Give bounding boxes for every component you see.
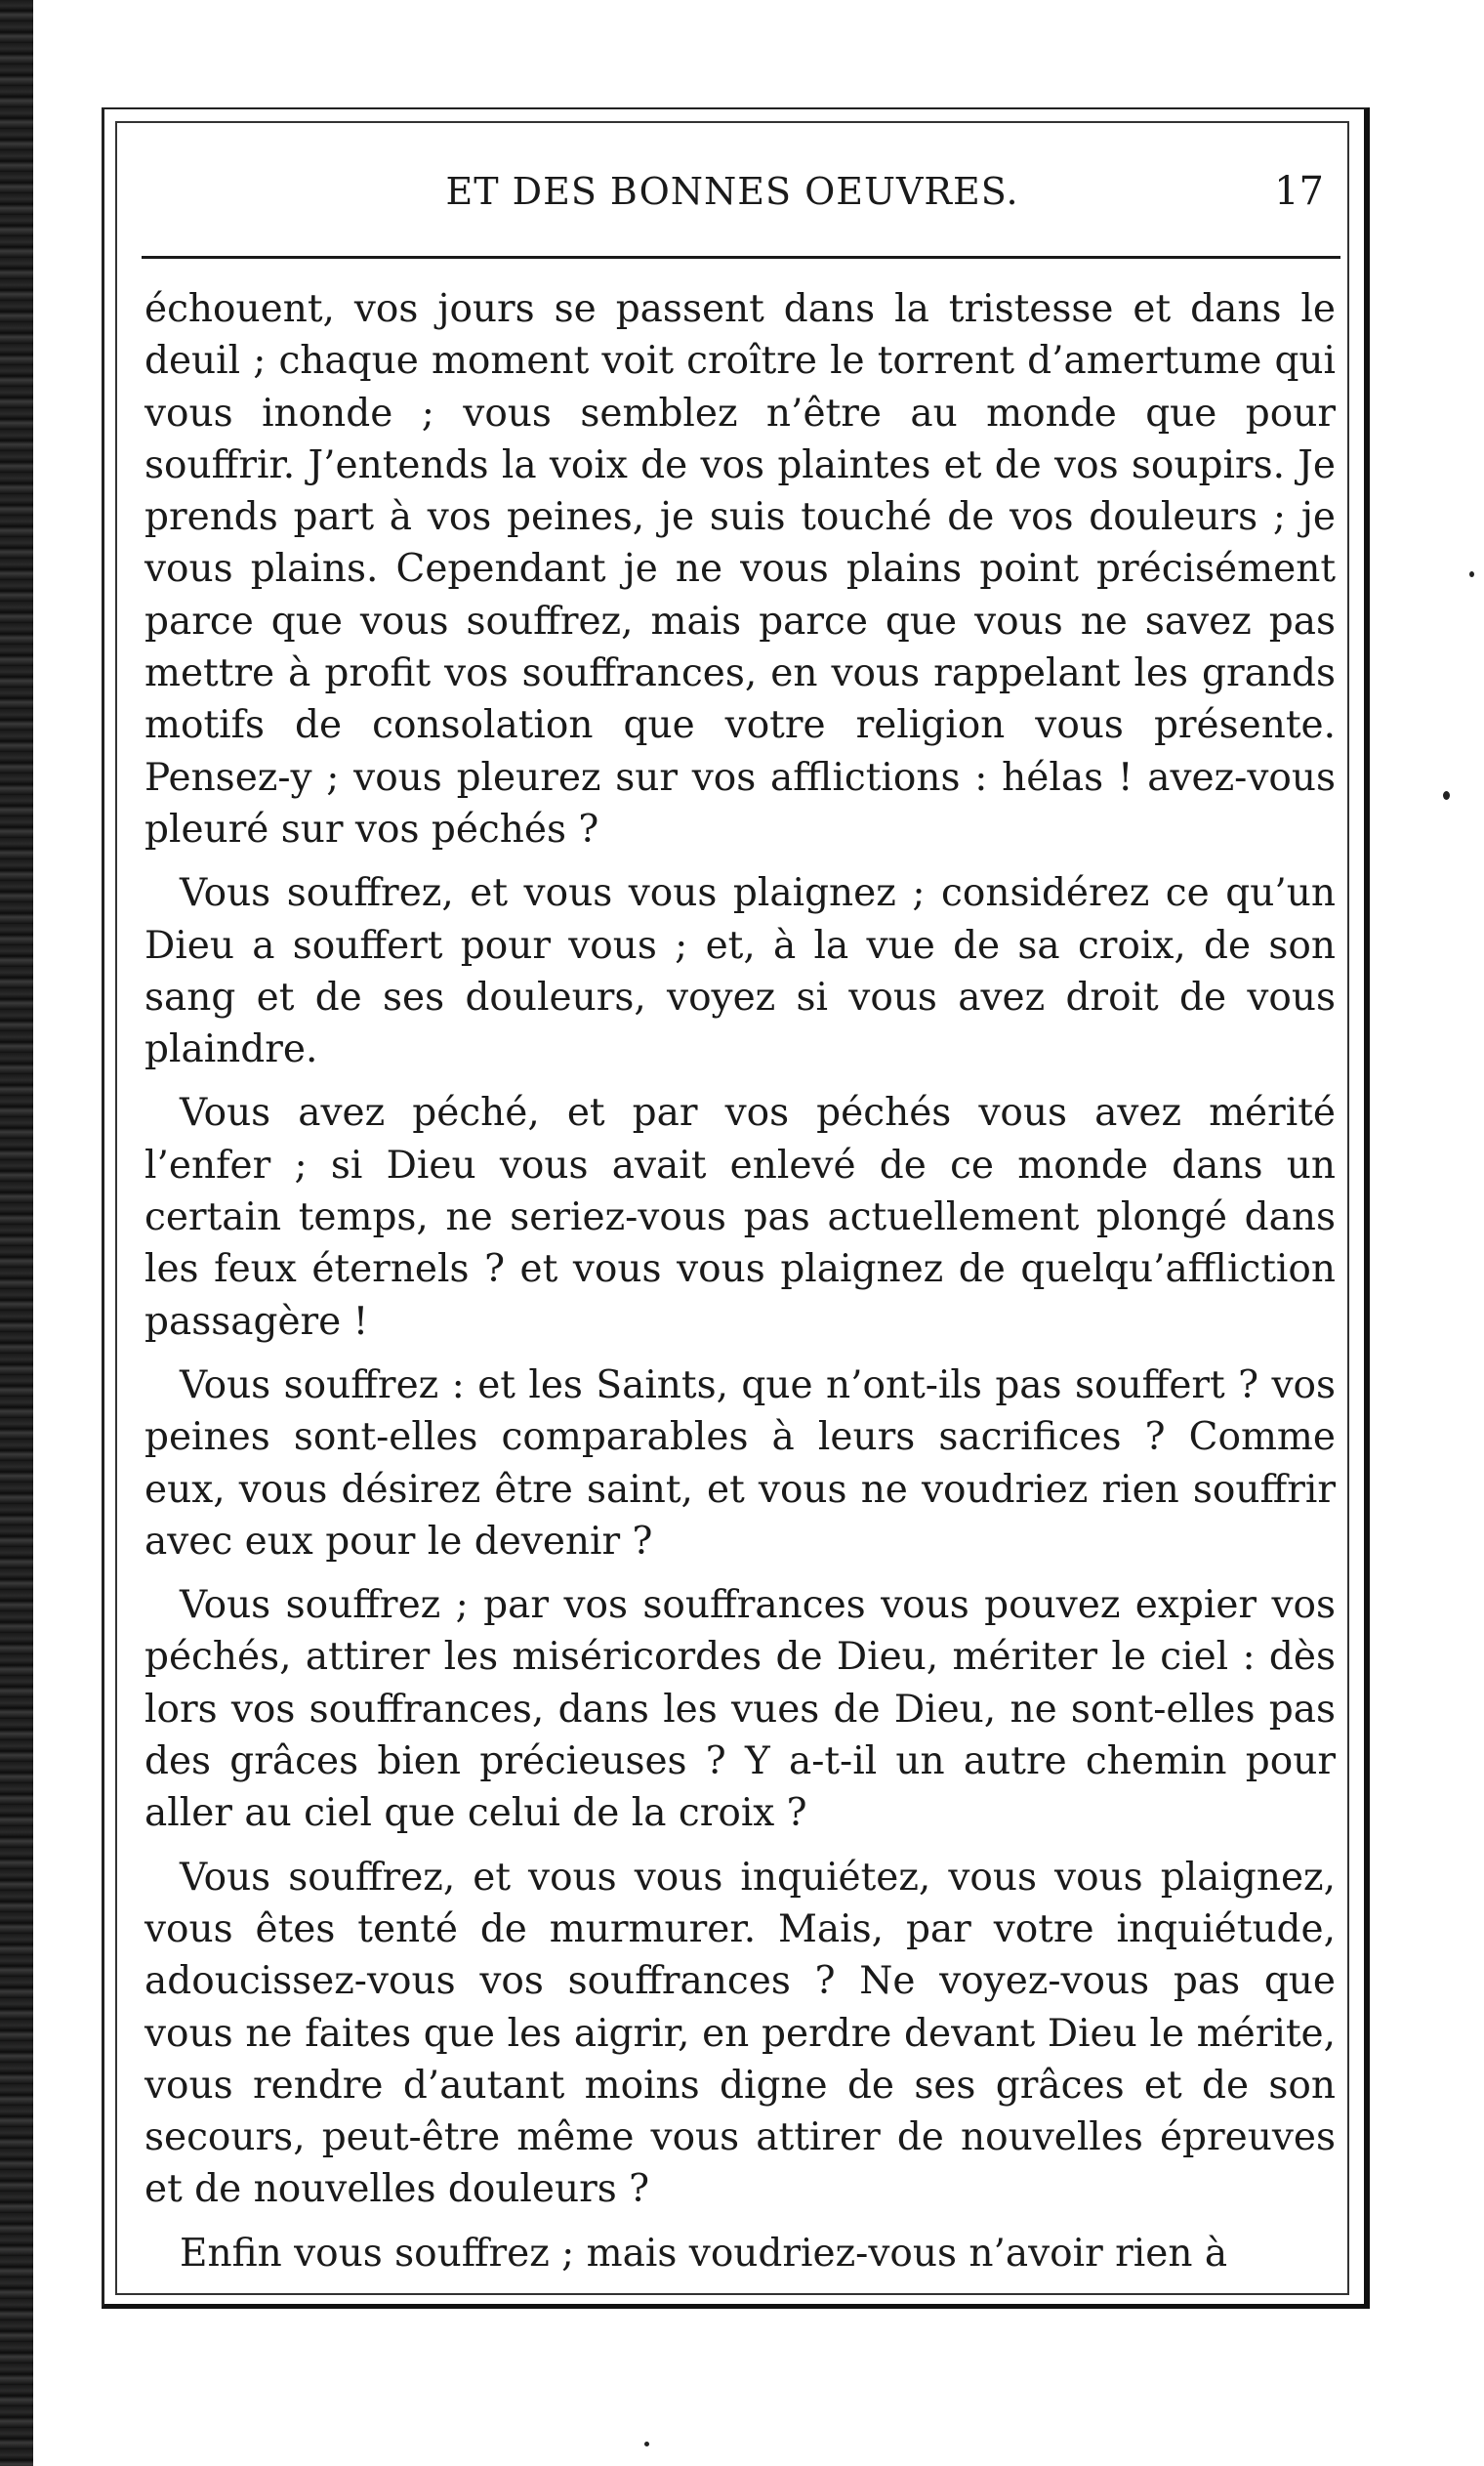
book-spine-edge (0, 0, 33, 2466)
running-title: ET DES BONNES OEUVRES. (445, 170, 1019, 213)
ink-speck (644, 2442, 649, 2446)
page-number: 17 (1274, 169, 1324, 214)
paragraph-5: Vous souffrez ; par vos souffrances vous pouvez expier vos péchés, attirer les miséricordes de Dieu, mériter le ciel : dès lors vos souffrances, dans les vues de Dieu, ne sont-elles pas des grâces bien précieuses ? Y a-t-il un autre chemin pour aller au ciel que celui de la croix ? (144, 1583, 1336, 1836)
paragraph-6: Vous souffrez, et vous vous inquiétez, vous vous plaignez, vous êtes tenté de murmurer. Mais, par votre inquiétude, adoucissez-vous vos souffrances ? Ne voyez-vous pas que vous ne faites que les aigrir, en perdre devant Dieu le mérite, vous rendre d’autant moins digne de ses grâces et de son secours, peut-être même vous attirer de nouvelles épreuves et de nouvelles douleurs ? (144, 1855, 1336, 2212)
header-rule (142, 256, 1340, 259)
ink-speck (1443, 791, 1450, 800)
running-head (127, 160, 1338, 223)
paragraph-7: Enfin vous souffrez ; mais voudriez-vous n’avoir rien à (180, 2231, 1228, 2276)
paragraph-3: Vous avez péché, et par vos péchés vous avez mérité l’enfer ; si Dieu vous avait enlevé de ce monde dans un certain temps, ne seriez-vous pas actuellement plongé dans les feux éternels ? et vous vous plaignez de quelqu’affliction passagère ! (144, 1091, 1336, 1344)
paragraph-4: Vous souffrez : et les Saints, que n’ont-ils pas souffert ? vos peines sont-elles comparables à leurs sacrifices ? Comme eux, vous désirez être saint, et vous ne voudriez rien souffrir avec eux pour le devenir ? (144, 1362, 1336, 1564)
paragraph-2: Vous souffrez, et vous vous plaignez ; considérez ce qu’un Dieu a souffert pour vous ; et, à la vue de sa croix, de son sang et de ses douleurs, voyez si vous avez droit de vous plaindre. (144, 871, 1336, 1072)
paragraph-1: échouent, vos jours se passent dans la tristesse et dans le deuil ; chaque moment voit croître le torrent d’amertume qui vous inonde ; vous semblez n’être au monde que pour souffrir. J’entends la voix de vos plaintes et de vos soupirs. Je prends part à vos peines, je suis touché de vos douleurs ; je vous plains. Cependant je ne vous plains point précisément parce que vous souffrez, mais parce que vous ne savez pas mettre à profit vos souffrances, en vous rappelant les grands motifs de consolation que votre religion vous présente. Pensez-y ; vous pleurez sur vos afflictions : hélas ! avez-vous pleuré sur vos péchés ? (144, 287, 1336, 852)
ink-speck (1469, 571, 1474, 577)
body-text (144, 283, 1336, 2291)
